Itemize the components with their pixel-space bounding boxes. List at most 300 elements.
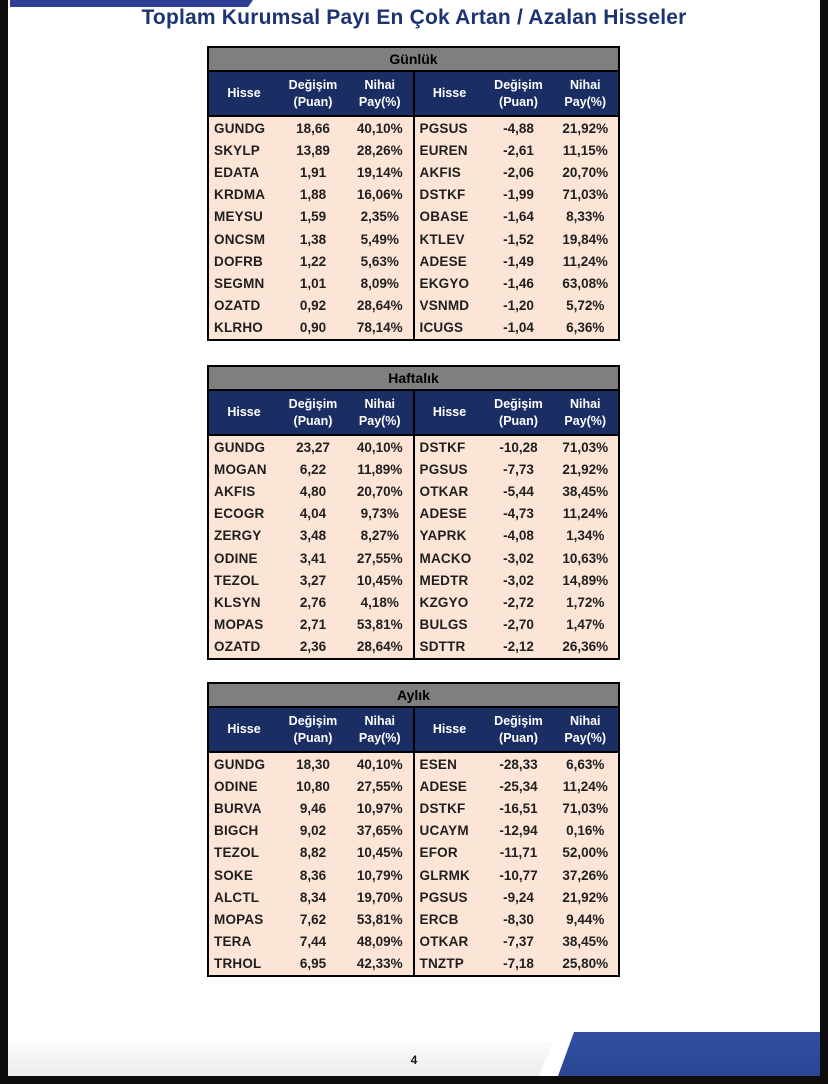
- final-share-value: 53,81%: [356, 912, 403, 928]
- table-row: [209, 525, 413, 547]
- final-share-value: 14,89%: [562, 572, 609, 588]
- gainers-rows: [209, 753, 413, 975]
- change-value: -16,51: [499, 801, 538, 816]
- final-share-value: 5,63%: [360, 253, 399, 269]
- change-value: -2,06: [503, 165, 534, 180]
- final-share-value: 53,81%: [356, 617, 403, 633]
- change-value: -5,44: [503, 484, 534, 499]
- table-row: [209, 908, 413, 930]
- table-row: [415, 842, 619, 864]
- col-header-degisim: [279, 391, 347, 434]
- table-row: [415, 931, 619, 953]
- change-value: 1,59: [299, 209, 327, 225]
- table-row: [415, 228, 619, 250]
- final-share-value: 48,09%: [356, 934, 403, 950]
- losers-rows: [413, 753, 619, 975]
- final-share-value: 28,64%: [356, 639, 403, 655]
- table-row: [209, 953, 413, 975]
- table-row: [209, 864, 413, 886]
- col-header-degisim-line1: Değişim: [288, 713, 338, 728]
- stock-ticker: ADESE: [419, 506, 468, 522]
- final-share-value: 37,26%: [562, 867, 609, 883]
- final-share-value: 71,03%: [562, 439, 609, 455]
- stock-ticker: ERCB: [419, 912, 459, 928]
- change-value: -1,20: [503, 298, 534, 314]
- change-value: -1,46: [503, 276, 534, 292]
- col-header-degisim-line1: Değişim: [494, 77, 543, 92]
- final-share-value: 63,08%: [562, 276, 609, 292]
- table-row: [209, 820, 413, 842]
- table-row: [415, 295, 619, 317]
- final-share-value: 27,55%: [356, 550, 403, 566]
- table-row: [209, 436, 413, 458]
- change-value: 8,82: [299, 845, 327, 861]
- stock-ticker: ODINE: [214, 778, 258, 794]
- stock-ticker: MOGAN: [214, 461, 267, 477]
- change-value: 23,27: [296, 439, 330, 455]
- col-header-degisim-line2: (Puan): [499, 730, 538, 745]
- change-value: -2,70: [503, 617, 534, 633]
- change-value: 4,04: [299, 506, 327, 522]
- stock-ticker: DSTKF: [419, 801, 466, 816]
- col-header-degisim: [485, 391, 553, 434]
- col-header-degisim: [279, 708, 347, 751]
- final-share-value: 10,79%: [356, 867, 403, 883]
- change-value: -1,04: [503, 320, 534, 336]
- change-value: -1,49: [503, 253, 534, 269]
- stock-ticker: EFOR: [419, 845, 458, 861]
- change-value: -3,02: [503, 550, 534, 566]
- final-share-value: 10,63%: [562, 550, 609, 566]
- final-share-value: 5,49%: [360, 231, 399, 247]
- table-row: [415, 775, 619, 797]
- table-row: [415, 525, 619, 547]
- final-share-value: 8,33%: [566, 209, 605, 225]
- stock-ticker: ADESE: [419, 778, 468, 794]
- table-row: [415, 458, 619, 480]
- stock-ticker: ONCSM: [214, 231, 266, 247]
- col-header-nihai-line1: Nihai: [569, 77, 601, 92]
- losers-header: [413, 708, 619, 751]
- final-share-value: 0,16%: [566, 823, 605, 839]
- stock-ticker: DSTKF: [419, 187, 466, 203]
- change-value: 1,01: [299, 276, 327, 292]
- final-share-value: 40,10%: [356, 756, 403, 772]
- final-share-value: 4,18%: [360, 595, 399, 611]
- final-share-value: 38,45%: [562, 484, 609, 499]
- col-header-nihai-line2: Pay(%): [358, 413, 401, 428]
- change-value: -1,99: [503, 187, 534, 203]
- table-row: [415, 436, 619, 458]
- table-row: [209, 228, 413, 250]
- change-value: -8,30: [503, 912, 534, 928]
- stock-ticker: BIGCH: [214, 823, 259, 839]
- stock-ticker: BULGS: [419, 617, 468, 633]
- table-row: [209, 842, 413, 864]
- table-row: [415, 317, 619, 339]
- table-aylik: [207, 682, 620, 977]
- change-value: -1,64: [503, 209, 534, 225]
- change-value: -4,08: [503, 528, 534, 544]
- stock-ticker: ALCTL: [214, 889, 260, 905]
- stock-ticker: OTKAR: [419, 934, 469, 950]
- stock-ticker: SKYLP: [214, 142, 261, 158]
- change-value: 9,46: [299, 801, 327, 816]
- table-row: [209, 753, 413, 775]
- col-header-degisim: [485, 72, 553, 115]
- final-share-value: 71,03%: [562, 187, 609, 203]
- table-row: [209, 317, 413, 339]
- change-value: -10,77: [499, 867, 538, 883]
- final-share-value: 1,47%: [566, 617, 605, 633]
- stock-ticker: MOPAS: [214, 617, 264, 633]
- table-row: [415, 206, 619, 228]
- change-value: 9,02: [299, 823, 327, 839]
- col-header-nihai-line1: Nihai: [569, 713, 601, 728]
- change-value: -7,18: [503, 956, 534, 972]
- col-header-degisim-line1: Değişim: [494, 713, 543, 728]
- gainers-rows: [209, 436, 413, 658]
- col-header-nihai: [553, 72, 619, 115]
- stock-ticker: KLSYN: [214, 595, 261, 611]
- col-header-degisim-line2: (Puan): [499, 413, 538, 428]
- table-row: [209, 458, 413, 480]
- col-header-degisim-line2: (Puan): [293, 413, 333, 428]
- table-row: [209, 591, 413, 613]
- final-share-value: 20,70%: [562, 165, 609, 180]
- page-title: Toplam Kurumsal Payı En Çok Artan / Azalan Hisseler: [141, 6, 687, 29]
- stock-ticker: DOFRB: [214, 253, 263, 269]
- final-share-value: 21,92%: [562, 889, 609, 905]
- table-row: [415, 569, 619, 591]
- gainers-header: [209, 391, 413, 434]
- table-row: [415, 503, 619, 525]
- col-header-nihai: [347, 708, 413, 751]
- final-share-value: 25,80%: [562, 956, 609, 972]
- change-value: 2,36: [299, 639, 327, 655]
- col-header-degisim-line2: (Puan): [293, 94, 333, 109]
- change-value: -2,12: [503, 639, 534, 655]
- stock-ticker: KRDMA: [214, 187, 266, 203]
- col-header-nihai-line1: Nihai: [364, 396, 396, 411]
- stock-ticker: MEYSU: [214, 209, 264, 225]
- table-row: [415, 480, 619, 502]
- change-value: 1,38: [299, 231, 327, 247]
- change-value: 18,66: [296, 120, 330, 136]
- stock-ticker: ADESE: [419, 253, 468, 269]
- final-share-value: 11,24%: [562, 778, 608, 794]
- final-share-value: 11,24%: [562, 253, 608, 269]
- change-value: 0,90: [299, 320, 327, 336]
- final-share-value: 38,45%: [562, 934, 609, 950]
- col-header-degisim-line1: Değişim: [288, 396, 338, 411]
- stock-ticker: GLRMK: [419, 867, 470, 883]
- change-value: 6,22: [299, 461, 327, 477]
- stock-ticker: TERA: [214, 934, 252, 950]
- table-row: [209, 797, 413, 819]
- change-value: 18,30: [296, 756, 330, 772]
- table-row: [209, 547, 413, 569]
- col-header-nihai-line1: Nihai: [364, 713, 396, 728]
- stock-ticker: MACKO: [419, 550, 472, 566]
- col-header-hisse: Hisse: [227, 722, 261, 737]
- col-header-nihai-line2: Pay(%): [564, 730, 607, 745]
- col-header-hisse: Hisse: [227, 86, 261, 101]
- table-row: [415, 161, 619, 183]
- change-value: -11,71: [499, 845, 538, 861]
- change-value: 1,22: [299, 253, 327, 269]
- change-value: -12,94: [499, 823, 538, 839]
- stock-ticker: BURVA: [214, 801, 262, 816]
- final-share-value: 28,64%: [356, 298, 403, 314]
- stock-ticker: SEGMN: [214, 276, 265, 292]
- stock-ticker: TEZOL: [214, 572, 260, 588]
- final-share-value: 6,63%: [566, 756, 605, 772]
- stock-ticker: GUNDG: [214, 756, 266, 772]
- final-share-value: 52,00%: [562, 845, 609, 861]
- col-header-hisse: Hisse: [432, 86, 467, 101]
- stock-ticker: EDATA: [214, 165, 260, 180]
- final-share-value: 9,44%: [566, 912, 605, 928]
- final-share-value: 9,73%: [360, 506, 399, 522]
- final-share-value: 11,24%: [562, 506, 608, 522]
- table-row: [209, 775, 413, 797]
- col-header-nihai-line2: Pay(%): [358, 730, 401, 745]
- final-share-value: 5,72%: [566, 298, 605, 314]
- stock-ticker: SOKE: [214, 867, 254, 883]
- stock-ticker: KZGYO: [419, 595, 469, 611]
- stock-ticker: ZERGY: [214, 528, 262, 544]
- col-header-nihai-line1: Nihai: [364, 77, 396, 92]
- change-value: -9,24: [503, 889, 534, 905]
- col-header-hisse: Hisse: [432, 405, 467, 420]
- final-share-value: 27,55%: [356, 778, 403, 794]
- stock-ticker: YAPRK: [419, 528, 467, 544]
- change-value: 0,92: [299, 298, 327, 314]
- stock-ticker: MOPAS: [214, 912, 264, 928]
- change-value: 6,95: [299, 956, 327, 972]
- col-header-nihai-line2: Pay(%): [564, 94, 607, 109]
- table-row: [209, 117, 413, 139]
- change-value: 8,34: [299, 889, 327, 905]
- stock-ticker: GUNDG: [214, 439, 266, 455]
- stock-ticker: TNZTP: [419, 956, 464, 972]
- stock-ticker: OTKAR: [419, 484, 469, 499]
- table-row: [209, 206, 413, 228]
- table-row: [415, 614, 619, 636]
- table-row: [209, 480, 413, 502]
- final-share-value: 8,27%: [360, 528, 399, 544]
- stock-ticker: ECOGR: [214, 506, 265, 522]
- col-header-degisim-line1: Değişim: [494, 396, 543, 411]
- stock-ticker: PGSUS: [419, 889, 468, 905]
- table-row: [209, 636, 413, 658]
- final-share-value: 8,09%: [360, 276, 399, 292]
- page-background: [8, 0, 820, 1076]
- period-header: Haftalık: [209, 367, 618, 391]
- final-share-value: 10,45%: [356, 572, 403, 588]
- table-body: [209, 436, 618, 658]
- col-header-degisim-line2: (Puan): [293, 730, 333, 745]
- table-row: [209, 503, 413, 525]
- table-row: [209, 295, 413, 317]
- table-row: [415, 864, 619, 886]
- final-share-value: 78,14%: [356, 320, 403, 336]
- losers-header: [413, 72, 619, 115]
- col-header-nihai: [553, 708, 619, 751]
- table-row: [415, 139, 619, 161]
- column-header-row: [209, 72, 618, 117]
- final-share-value: 71,03%: [562, 801, 609, 816]
- stock-ticker: KTLEV: [419, 231, 465, 247]
- stock-ticker: ICUGS: [419, 320, 464, 336]
- final-share-value: 26,36%: [562, 639, 609, 655]
- table-row: [415, 797, 619, 819]
- final-share-value: 28,26%: [356, 142, 403, 158]
- gainers-header: [209, 708, 413, 751]
- table-row: [415, 953, 619, 975]
- period-header: Günlük: [209, 48, 618, 72]
- col-header-nihai: [347, 391, 413, 434]
- stock-ticker: UCAYM: [419, 823, 469, 839]
- stock-ticker: PGSUS: [419, 120, 468, 136]
- final-share-value: 40,10%: [356, 439, 403, 455]
- col-header-hisse: Hisse: [227, 405, 261, 420]
- tables-container: [207, 46, 620, 977]
- change-value: -10,28: [499, 439, 538, 455]
- col-header-nihai-line2: Pay(%): [564, 413, 607, 428]
- change-value: -28,33: [499, 756, 538, 772]
- gainers-rows: [209, 117, 413, 339]
- stock-ticker: DSTKF: [419, 439, 466, 455]
- change-value: 2,76: [299, 595, 327, 611]
- col-header-hisse: Hisse: [432, 722, 467, 737]
- final-share-value: 10,97%: [356, 801, 403, 816]
- table-row: [209, 569, 413, 591]
- final-share-value: 1,34%: [566, 528, 605, 544]
- table-body: [209, 117, 618, 339]
- change-value: 3,48: [299, 528, 327, 544]
- stock-ticker: OBASE: [419, 209, 469, 225]
- final-share-value: 42,33%: [356, 956, 403, 972]
- col-header-nihai-line2: Pay(%): [358, 94, 401, 109]
- change-value: 4,80: [299, 484, 327, 499]
- table-row: [415, 547, 619, 569]
- stock-ticker: TEZOL: [214, 845, 260, 861]
- stock-ticker: ESEN: [419, 756, 458, 772]
- stock-ticker: AKFIS: [214, 484, 256, 499]
- table-row: [415, 820, 619, 842]
- change-value: 3,41: [299, 550, 327, 566]
- column-header-row: [209, 708, 618, 753]
- table-row: [415, 908, 619, 930]
- table-body: [209, 753, 618, 975]
- change-value: 1,88: [299, 187, 327, 203]
- final-share-value: 21,92%: [562, 461, 609, 477]
- losers-rows: [413, 117, 619, 339]
- final-share-value: 16,06%: [356, 187, 403, 203]
- final-share-value: 19,70%: [356, 889, 403, 905]
- col-header-degisim: [279, 72, 347, 115]
- col-header-nihai-line1: Nihai: [569, 396, 601, 411]
- final-share-value: 11,89%: [357, 461, 403, 477]
- change-value: -2,61: [503, 142, 534, 158]
- page-number: 4: [410, 1053, 418, 1067]
- final-share-value: 19,84%: [562, 231, 609, 247]
- col-header-nihai: [553, 391, 619, 434]
- gainers-header: [209, 72, 413, 115]
- table-row: [415, 753, 619, 775]
- table-row: [415, 184, 619, 206]
- final-share-value: 20,70%: [356, 484, 403, 499]
- col-header-degisim-line2: (Puan): [499, 94, 538, 109]
- final-share-value: 11,15%: [562, 142, 608, 158]
- losers-header: [413, 391, 619, 434]
- stock-ticker: SDTTR: [419, 639, 466, 655]
- column-header-row: [209, 391, 618, 436]
- col-header-nihai: [347, 72, 413, 115]
- table-row: [415, 117, 619, 139]
- change-value: -7,73: [503, 461, 534, 477]
- period-header: Aylık: [209, 684, 618, 708]
- table-row: [209, 139, 413, 161]
- stock-ticker: OZATD: [214, 298, 261, 314]
- final-share-value: 10,45%: [356, 845, 403, 861]
- final-share-value: 40,10%: [356, 120, 403, 136]
- change-value: -2,72: [503, 595, 534, 611]
- change-value: -4,88: [503, 120, 534, 136]
- stock-ticker: EKGYO: [419, 276, 470, 292]
- change-value: 8,36: [299, 867, 327, 883]
- change-value: -1,52: [503, 231, 534, 247]
- stock-ticker: PGSUS: [419, 461, 468, 477]
- stock-ticker: GUNDG: [214, 120, 266, 136]
- stock-ticker: MEDTR: [419, 572, 469, 588]
- table-row: [209, 161, 413, 183]
- table-gunluk: [207, 46, 620, 341]
- change-value: -3,02: [503, 572, 534, 588]
- stock-ticker: OZATD: [214, 639, 261, 655]
- stock-ticker: KLRHO: [214, 320, 263, 336]
- final-share-value: 2,35%: [360, 209, 399, 225]
- change-value: 13,89: [296, 142, 330, 158]
- table-row: [209, 614, 413, 636]
- table-row: [415, 250, 619, 272]
- final-share-value: 21,92%: [562, 120, 609, 136]
- final-share-value: 19,14%: [356, 165, 403, 180]
- table-row: [415, 886, 619, 908]
- col-header-degisim: [485, 708, 553, 751]
- table-row: [209, 272, 413, 294]
- table-row: [415, 636, 619, 658]
- change-value: -25,34: [499, 778, 538, 794]
- change-value: 3,27: [299, 572, 327, 588]
- change-value: -4,73: [503, 506, 534, 522]
- table-row: [209, 184, 413, 206]
- losers-rows: [413, 436, 619, 658]
- change-value: 10,80: [296, 778, 330, 794]
- table-row: [209, 250, 413, 272]
- table-row: [209, 886, 413, 908]
- table-row: [209, 931, 413, 953]
- final-share-value: 37,65%: [356, 823, 403, 839]
- change-value: -7,37: [503, 934, 534, 950]
- final-share-value: 1,72%: [566, 595, 605, 611]
- stock-ticker: ODINE: [214, 550, 258, 566]
- table-haftalik: [207, 365, 620, 660]
- change-value: 2,71: [299, 617, 327, 633]
- stock-ticker: EUREN: [419, 142, 468, 158]
